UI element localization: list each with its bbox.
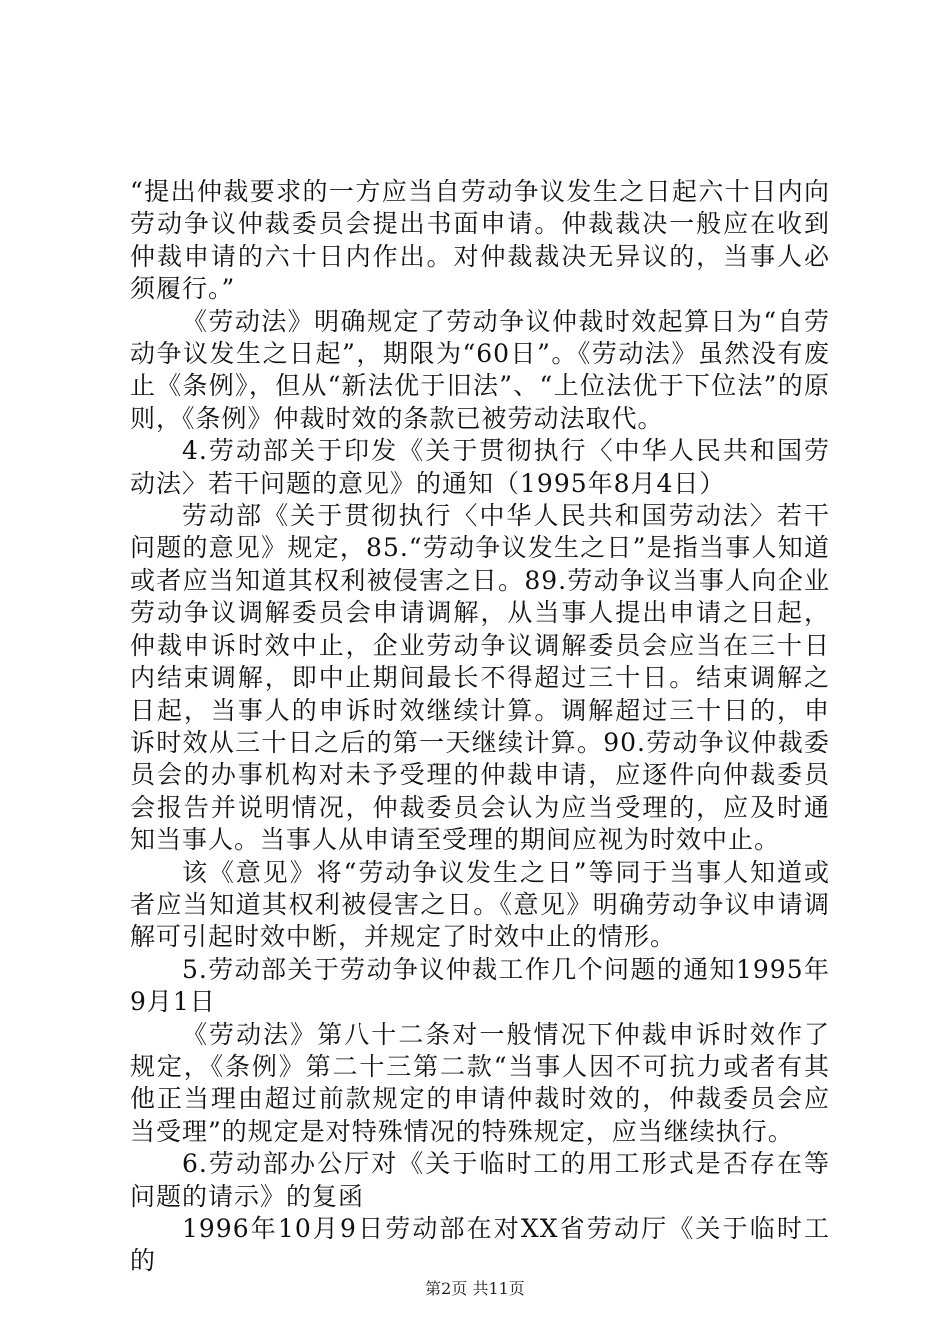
paragraph-3: 4.劳动部关于印发《关于贯彻执行〈中华人民共和国劳动法〉若干问题的意见》的通知（1995年8月4日）	[130, 436, 830, 498]
page-footer: 第2页 共11页	[425, 1279, 525, 1298]
paragraph-1: “提出仲裁要求的一方应当自劳动争议发生之日起六十日内向劳动争议仲裁委员会提出书面申请。仲裁裁决一般应在收到仲裁申请的六十日内作出。对仲裁裁决无异议的，当事人必须履行。”	[130, 177, 830, 304]
paragraph-9: 1996年10月9日劳动部在对XX省劳动厅《关于临时工的	[130, 1214, 830, 1276]
paragraph-5: 该《意见》将“劳动争议发生之日”等同于当事人知道或者应当知道其权利被侵害之日。《意见》明确劳动争议申请调解可引起时效中断，并规定了时效中止的情形。	[130, 857, 830, 952]
document-body	[130, 176, 830, 1278]
paragraph-8: 6.劳动部办公厅对《关于临时工的用工形式是否存在等问题的请示》的复函	[130, 1149, 830, 1211]
paragraph-2: 《劳动法》明确规定了劳动争议仲裁时效起算日为“自劳动争议发生之日起”，期限为“60日”。《劳动法》虽然没有废止《条例》，但从“新法优于旧法”、“上位法优于下位法”的原则，《条例》仲裁时效的条款已被劳动法取代。	[130, 306, 830, 433]
paragraph-6: 5.劳动部关于劳动争议仲裁工作几个问题的通知1995年9月1日	[130, 954, 830, 1017]
paragraph-4: 劳动部《关于贯彻执行〈中华人民共和国劳动法〉若干问题的意见》规定，85.“劳动争议发生之日”是指当事人知道或者应当知道其权利被侵害之日。89.劳动争议当事人向企业劳动争议调解委员会申请调解，从当事人提出申请之日起，仲裁申诉时效中止，企业劳动争议调解委员会应当在三十日内结束调解，即中止期间最长不得超过三十日。结束调解之日起，当事人的申诉时效继续计算。调解超过三十日的，申诉时效从三十日之后的第一天继续计算。90.劳动争议仲裁委员会的办事机构对未予受理的仲裁申请，应逐件向仲裁委员会报告并说明情况，仲裁委员会认为应当受理的，应及时通知当事人。当事人从申请至受理的期间应视为时效中止。	[130, 501, 830, 855]
paragraph-7: 《劳动法》第八十二条对一般情况下仲裁申诉时效作了规定，《条例》第二十三第二款“当事人因不可抗力或者有其他正当理由超过前款规定的申请仲裁时效的，仲裁委员会应当受理”的规定是对特殊情况的特殊规定，应当继续执行。	[130, 1019, 830, 1146]
